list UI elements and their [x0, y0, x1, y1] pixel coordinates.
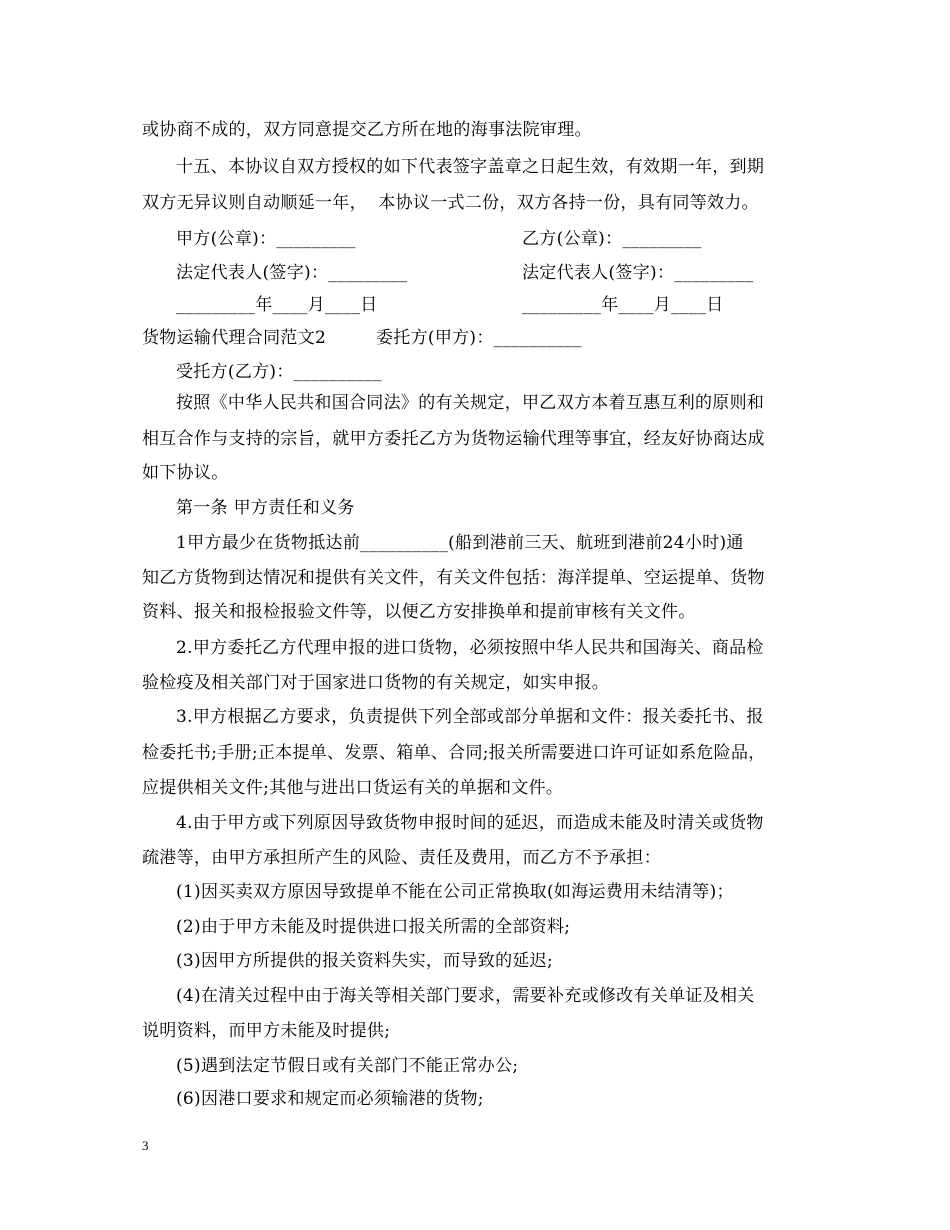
text-line: 验检疫及相关部门对于国家进口货物的有关规定，如实申报。 — [142, 673, 610, 693]
text-line: 4.由于甲方或下列原因导致货物申报时间的延迟，而造成未能及时清关或货物 — [176, 813, 764, 833]
list-item: (2)由于甲方未能及时提供进口报关所需的全部资料; — [176, 917, 571, 937]
party-b-seal-line: 乙方(公章)：_________ — [522, 229, 702, 249]
list-item: (5)遇到法定节假日或有关部门不能正常办公; — [176, 1056, 519, 1076]
party-a-representative-line: 法定代表人(签字)：_________ — [176, 263, 408, 283]
text-line: 相互合作与支持的宗旨，就甲方委托乙方为货物运输代理等事宜，经友好协商达成 — [142, 429, 765, 449]
party-b-date-line: _________年____月____日 — [522, 295, 724, 315]
agent-party-line: 受托方(乙方)：__________ — [176, 362, 382, 382]
section-title: 货物运输代理合同范文2 — [142, 328, 327, 348]
list-item: (3)因甲方所提供的报关资料失实，而导致的延迟; — [176, 951, 554, 971]
article-heading: 第一条 甲方责任和义务 — [176, 498, 355, 518]
text-line: 如下协议。 — [142, 463, 229, 483]
text-line: 3.甲方根据乙方要求，负责提供下列全部或部分单据和文件：报关委托书、报 — [176, 707, 764, 727]
client-party-line: 委托方(甲方)：__________ — [376, 328, 582, 348]
text-line: 1甲方最少在货物抵达前__________(船到港前三天、航班到港前24小时)通 — [176, 533, 744, 553]
text-line: 应提供相关文件;其他与进出口货运有关的单据和文件。 — [142, 778, 564, 798]
party-a-seal-line: 甲方(公章)：_________ — [176, 229, 356, 249]
text-line: 说明资料，而甲方未能及时提供; — [142, 1021, 391, 1041]
list-item: (6)因港口要求和规定而必须输港的货物; — [176, 1089, 484, 1109]
text-line: 资料、报关和报检报验文件等，以便乙方安排换单和提前审核有关文件。 — [142, 602, 696, 622]
text-line: 2.甲方委托乙方代理申报的进口货物，必须按照中华人民共和国海关、商品检 — [176, 638, 764, 658]
text-line: 十五、本协议自双方授权的如下代表签字盖章之日起生效，有效期一年，到期 — [176, 157, 765, 177]
page-number: 3 — [142, 1138, 149, 1153]
party-a-date-line: _________年____月____日 — [176, 295, 378, 315]
party-b-representative-line: 法定代表人(签字)：_________ — [522, 263, 754, 283]
list-item: (4)在清关过程中由于海关等相关部门要求，需要补充或修改有关单证及相关 — [176, 986, 755, 1006]
text-line: 或协商不成的，双方同意提交乙方所在地的海事法院审理。 — [142, 120, 592, 140]
text-line: 疏港等，由甲方承担所产生的风险、责任及费用，而乙方不予承担： — [142, 848, 661, 868]
text-line: 按照《中华人民共和国合同法》的有关规定，甲乙双方本着互惠互利的原则和 — [176, 393, 765, 413]
list-item: (1)因买卖双方原因导致提单不能在公司正常换取(如海运费用未结清等)； — [176, 882, 734, 902]
text-line: 知乙方货物到达情况和提供有关文件，有关文件包括：海洋提单、空运提单、货物 — [142, 568, 765, 588]
text-line: 检委托书;手册;正本提单、发票、箱单、合同;报关所需要进口许可证如系危险品， — [142, 743, 766, 763]
text-line: 双方无异议则自动顺延一年， 本协议一式二份，双方各持一份，具有同等效力。 — [142, 193, 759, 213]
